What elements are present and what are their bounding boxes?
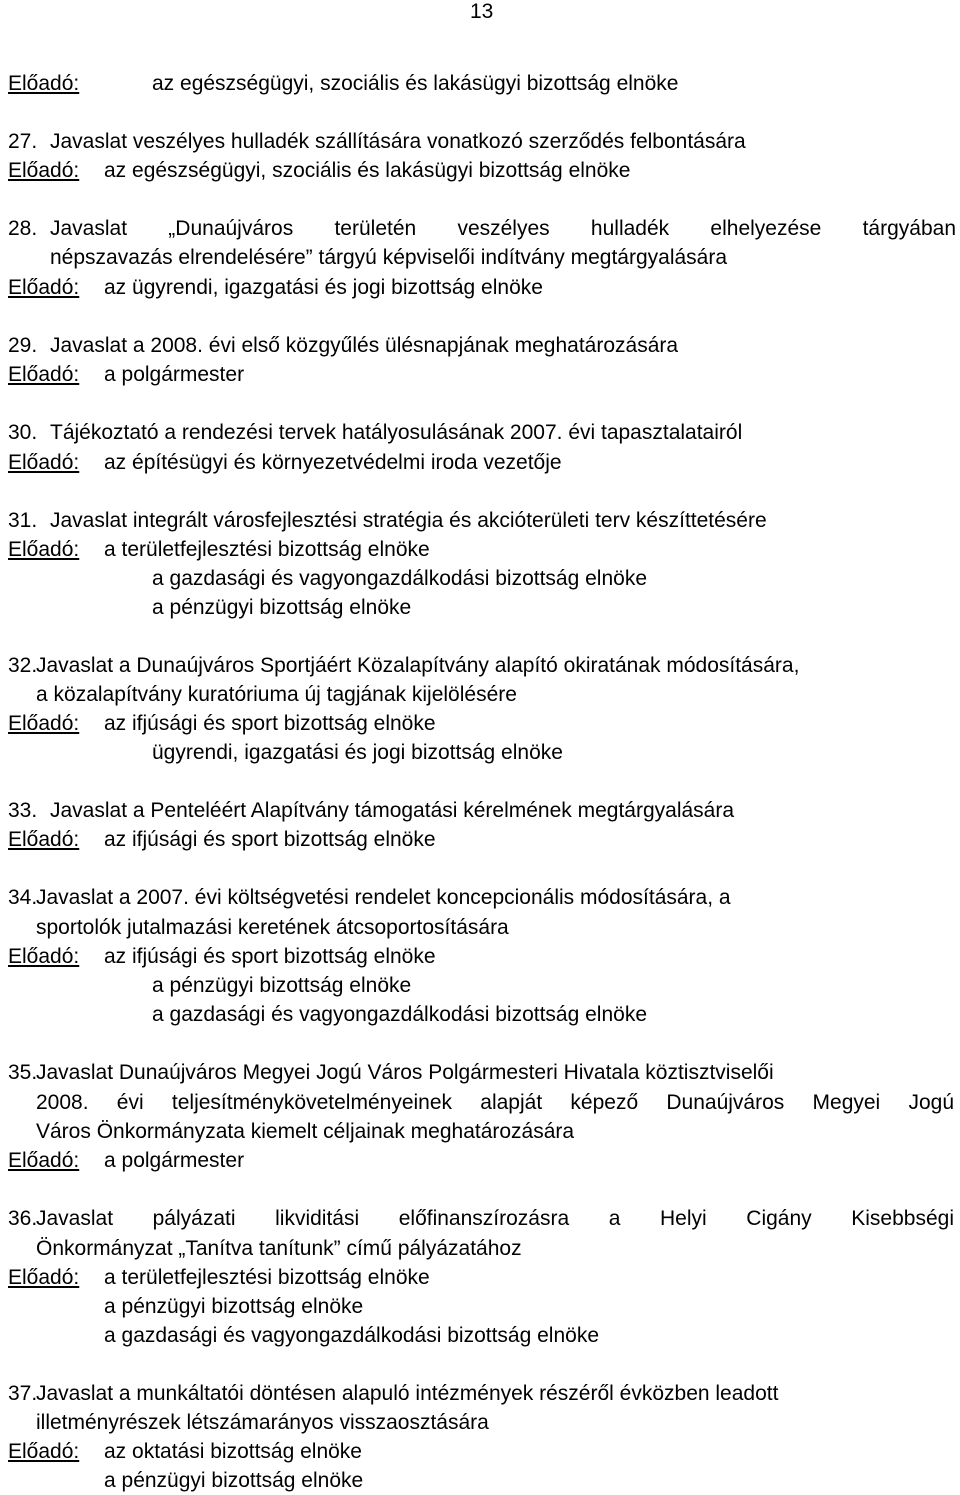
agenda-title: Javaslat a munkáltatói döntésen alapuló intézmények részéről évközben leadott — [36, 1382, 779, 1405]
agenda-title: Javaslat a Dunaújváros Sportjáért Közalapítvány alapító okiratának módosítására, — [36, 654, 800, 677]
presenter-name: a polgármester — [104, 1149, 245, 1172]
presenter-label: Előadó: — [8, 828, 80, 851]
agenda-title: 2008. évi teljesítménykövetelményeinek alapját képező Dunaújváros Megyei Jogú — [36, 1091, 954, 1114]
presenter-name: a gazdasági és vagyongazdálkodási bizottság elnöke — [152, 1003, 648, 1026]
page-number: 13 — [470, 0, 494, 23]
agenda-title: Tájékoztató a rendezési tervek hatályosulásának 2007. évi tapasztalatairól — [50, 421, 743, 444]
agenda-title: Javaslat veszélyes hulladék szállítására vonatkozó szerződés felbontására — [50, 130, 746, 153]
presenter-label: Előadó: — [8, 451, 80, 474]
agenda-title: Javaslat „Dunaújváros területén veszélyes hulladék elhelyezése tárgyában — [50, 217, 956, 240]
agenda-title: Javaslat Dunaújváros Megyei Jogú Város Polgármesteri Hivatala köztisztviselői — [36, 1061, 774, 1084]
presenter-name: az egészségügyi, szociális és lakásügyi bizottság elnöke — [152, 72, 679, 95]
agenda-number: 31. — [8, 509, 38, 532]
presenter-name: az egészségügyi, szociális és lakásügyi bizottság elnöke — [104, 159, 631, 182]
presenter-name: a gazdasági és vagyongazdálkodási bizottság elnöke — [152, 567, 648, 590]
agenda-number: 36. — [8, 1207, 38, 1230]
presenter-label: Előadó: — [8, 363, 80, 386]
agenda-number: 28. — [8, 217, 38, 240]
agenda-title: a közalapítvány kuratóriuma új tagjának kijelölésére — [36, 683, 517, 706]
presenter-label: Előadó: — [8, 1149, 80, 1172]
agenda-title: népszavazás elrendelésére” tárgyú képviselői indítvány megtárgyalására — [50, 246, 728, 269]
presenter-label: Előadó: — [8, 945, 80, 968]
presenter-name: az ifjúsági és sport bizottság elnöke — [104, 828, 436, 851]
agenda-number: 34. — [8, 886, 38, 909]
presenter-label: Előadó: — [8, 712, 80, 735]
agenda-number: 37. — [8, 1382, 38, 1405]
presenter-label: Előadó: — [8, 159, 80, 182]
agenda-number: 29. — [8, 334, 38, 357]
presenter-name: a területfejlesztési bizottság elnöke — [104, 538, 430, 561]
agenda-title: Javaslat a Penteléért Alapítvány támogatási kérelmének megtárgyalására — [50, 799, 735, 822]
agenda-number: 27. — [8, 130, 38, 153]
agenda-number: 30. — [8, 421, 38, 444]
presenter-name: a pénzügyi bizottság elnöke — [152, 974, 412, 997]
presenter-name: a pénzügyi bizottság elnöke — [152, 596, 412, 619]
presenter-name: az ifjúsági és sport bizottság elnöke — [104, 712, 436, 735]
presenter-name: a területfejlesztési bizottság elnöke — [104, 1266, 430, 1289]
presenter-name: az ügyrendi, igazgatási és jogi bizottság elnöke — [104, 276, 543, 299]
agenda-number: 32. — [8, 654, 38, 677]
presenter-name: ügyrendi, igazgatási és jogi bizottság elnöke — [152, 741, 563, 764]
agenda-title: Önkormányzat „Tanítva tanítunk” című pályázatához — [36, 1237, 522, 1260]
presenter-label: Előadó: — [8, 276, 80, 299]
agenda-title: Javaslat a 2007. évi költségvetési rendelet koncepcionális módosítására, a — [36, 886, 731, 909]
agenda-title: Város Önkormányzata kiemelt céljainak meghatározására — [36, 1120, 575, 1143]
agenda-title: Javaslat integrált városfejlesztési stratégia és akcióterületi terv készíttetésére — [50, 509, 767, 532]
agenda-title: Javaslat a 2008. évi első közgyűlés ülésnapjának meghatározására — [50, 334, 679, 357]
presenter-name: a polgármester — [104, 363, 245, 386]
agenda-title: Javaslat pályázati likviditási előfinanszírozásra a Helyi Cigány Kisebbségi — [36, 1207, 954, 1230]
presenter-label: Előadó: — [8, 72, 80, 95]
presenter-label: Előadó: — [8, 1266, 80, 1289]
presenter-label: Előadó: — [8, 1440, 80, 1463]
presenter-name: a gazdasági és vagyongazdálkodási bizottság elnöke — [104, 1324, 600, 1347]
presenter-name: az építésügyi és környezetvédelmi iroda vezetője — [104, 451, 562, 474]
agenda-number: 35. — [8, 1061, 38, 1084]
agenda-number: 33. — [8, 799, 38, 822]
agenda-title: illetményrészek létszámarányos visszaosztására — [36, 1411, 489, 1434]
presenter-name: az oktatási bizottság elnöke — [104, 1440, 362, 1463]
presenter-name: a pénzügyi bizottság elnöke — [104, 1295, 364, 1318]
presenter-name: a pénzügyi bizottság elnöke — [104, 1469, 364, 1492]
presenter-label: Előadó: — [8, 538, 80, 561]
agenda-title: sportolók jutalmazási keretének átcsoportosítására — [36, 916, 509, 939]
presenter-name: az ifjúsági és sport bizottság elnöke — [104, 945, 436, 968]
